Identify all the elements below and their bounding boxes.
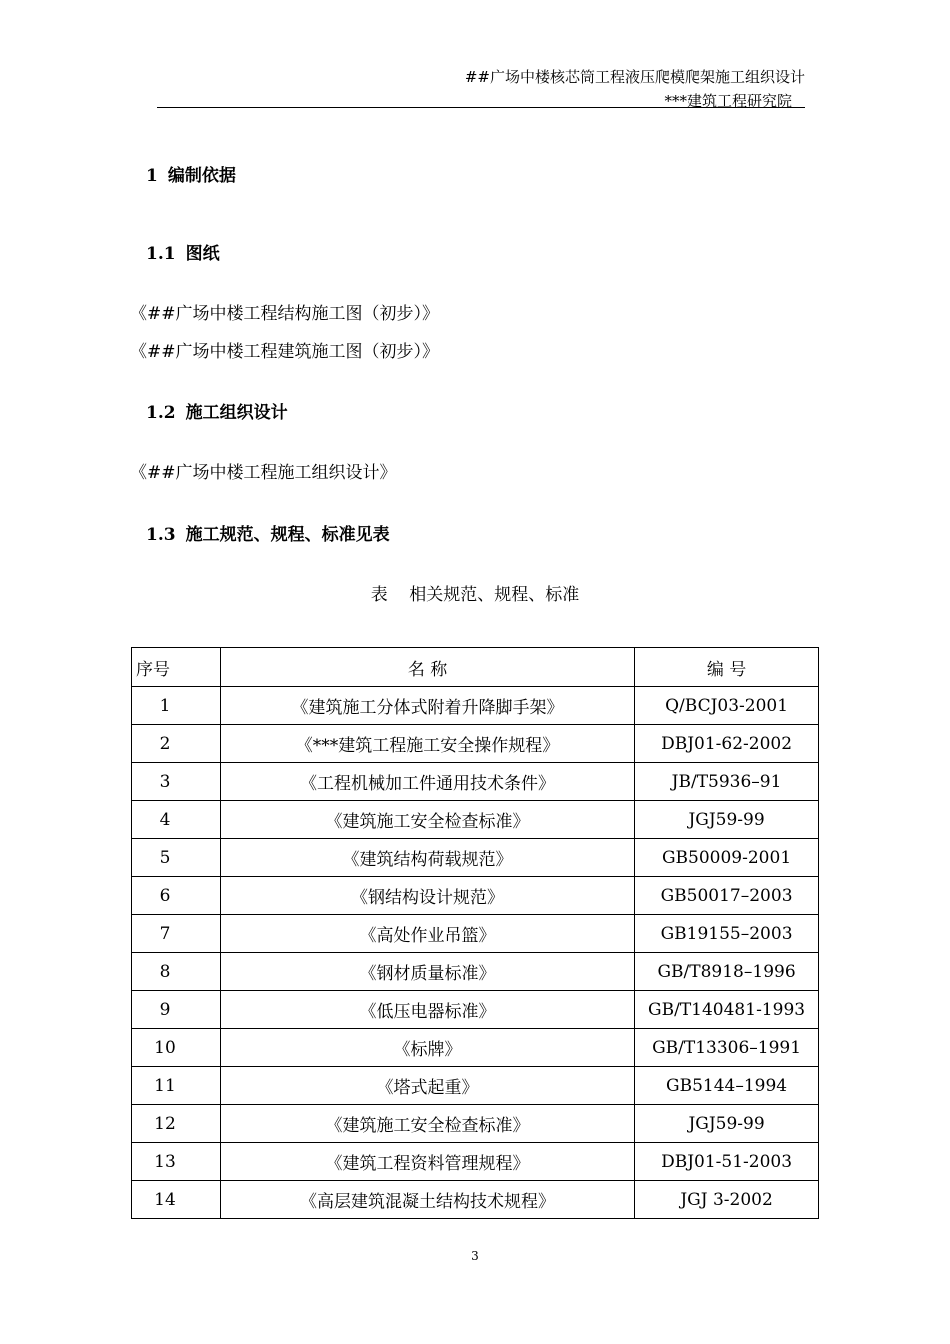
- table-header-row: [132, 648, 819, 687]
- cell-code: JGJ59-99: [635, 1105, 819, 1143]
- cell-name: 《高处作业吊篮》: [220, 915, 634, 953]
- section-number: 1.3: [146, 525, 176, 545]
- table-row: [132, 991, 819, 1029]
- column-header-index: 序号: [132, 648, 221, 687]
- section-number: 1: [146, 166, 158, 186]
- cell-index: 6: [132, 877, 221, 915]
- cell-index: 13: [132, 1143, 221, 1181]
- cell-code: GB/T140481-1993: [635, 991, 819, 1029]
- section-title: 施工规范、规程、标准见表: [185, 525, 390, 545]
- cell-code: GB/T8918–1996: [635, 953, 819, 991]
- cell-name: 《建筑工程资料管理规程》: [220, 1143, 634, 1181]
- table-row: [132, 687, 819, 725]
- cell-name: 《建筑施工安全检查标准》: [220, 1105, 634, 1143]
- cell-name: 《塔式起重》: [220, 1067, 634, 1105]
- table-row: [132, 801, 819, 839]
- table-row: [132, 1105, 819, 1143]
- cell-code: JB/T5936–91: [635, 763, 819, 801]
- section-number: 1.1: [146, 244, 176, 264]
- cell-name: 《标牌》: [220, 1029, 634, 1067]
- page-number: 3: [471, 1249, 479, 1263]
- cell-code: GB50009-2001: [635, 839, 819, 877]
- cell-index: 8: [132, 953, 221, 991]
- cell-name: 《工程机械加工件通用技术条件》: [220, 763, 634, 801]
- table-row: [132, 1029, 819, 1067]
- column-header-code: 编 号: [635, 648, 819, 687]
- table-row: [132, 763, 819, 801]
- cell-name: 《钢结构设计规范》: [220, 877, 634, 915]
- cell-code: GB50017–2003: [635, 877, 819, 915]
- header-title: ##广场中楼核芯筒工程液压爬模爬架施工组织设计: [464, 68, 805, 86]
- section-number: 1.2: [146, 403, 176, 423]
- cell-index: 2: [132, 725, 221, 763]
- cell-name: 《建筑施工分体式附着升降脚手架》: [220, 687, 634, 725]
- table-caption: 表 相关规范、规程、标准: [370, 585, 580, 605]
- section-1-1-heading: [146, 239, 220, 264]
- cell-code: DBJ01-62-2002: [635, 725, 819, 763]
- cell-code: GB19155–2003: [635, 915, 819, 953]
- table-row: [132, 915, 819, 953]
- cell-index: 12: [132, 1105, 221, 1143]
- cell-index: 5: [132, 839, 221, 877]
- table-row: [132, 877, 819, 915]
- standards-table: [131, 647, 819, 1219]
- cell-name: 《建筑施工安全检查标准》: [220, 801, 634, 839]
- cell-name: 《低压电器标准》: [220, 991, 634, 1029]
- cell-index: 11: [132, 1067, 221, 1105]
- section-title: 图纸: [185, 244, 220, 264]
- cell-index: 3: [132, 763, 221, 801]
- organization-design-reference: 《##广场中楼工程施工组织设计》: [130, 463, 397, 483]
- drawing-reference-1: 《##广场中楼工程结构施工图（初步）》: [130, 304, 439, 324]
- cell-index: 14: [132, 1181, 221, 1219]
- table-row: [132, 1181, 819, 1219]
- table-row: [132, 953, 819, 991]
- cell-index: 4: [132, 801, 221, 839]
- table-row: [132, 839, 819, 877]
- table-row: [132, 725, 819, 763]
- cell-code: DBJ01-51-2003: [635, 1143, 819, 1181]
- section-1-heading: [146, 161, 236, 186]
- cell-code: GB5144–1994: [635, 1067, 819, 1105]
- column-header-name: 名 称: [220, 648, 634, 687]
- drawing-reference-2: 《##广场中楼工程建筑施工图（初步）》: [130, 342, 439, 362]
- cell-name: 《建筑结构荷载规范》: [220, 839, 634, 877]
- table-row: [132, 1067, 819, 1105]
- cell-index: 9: [132, 991, 221, 1029]
- cell-name: 《***建筑工程施工安全操作规程》: [220, 725, 634, 763]
- cell-name: 《钢材质量标准》: [220, 953, 634, 991]
- cell-code: GB/T13306–1991: [635, 1029, 819, 1067]
- cell-code: Q/BCJ03-2001: [635, 687, 819, 725]
- header-divider: [157, 107, 805, 108]
- cell-code: JGJ 3-2002: [635, 1181, 819, 1219]
- cell-name: 《高层建筑混凝土结构技术规程》: [220, 1181, 634, 1219]
- section-1-2-heading: [146, 398, 288, 423]
- cell-code: JGJ59-99: [635, 801, 819, 839]
- section-title: 施工组织设计: [185, 403, 288, 423]
- section-1-3-heading: [146, 520, 390, 545]
- cell-index: 1: [132, 687, 221, 725]
- section-title: 编制依据: [167, 166, 236, 186]
- cell-index: 10: [132, 1029, 221, 1067]
- cell-index: 7: [132, 915, 221, 953]
- table-row: [132, 1143, 819, 1181]
- header-organization: ***建筑工程研究院: [664, 92, 792, 110]
